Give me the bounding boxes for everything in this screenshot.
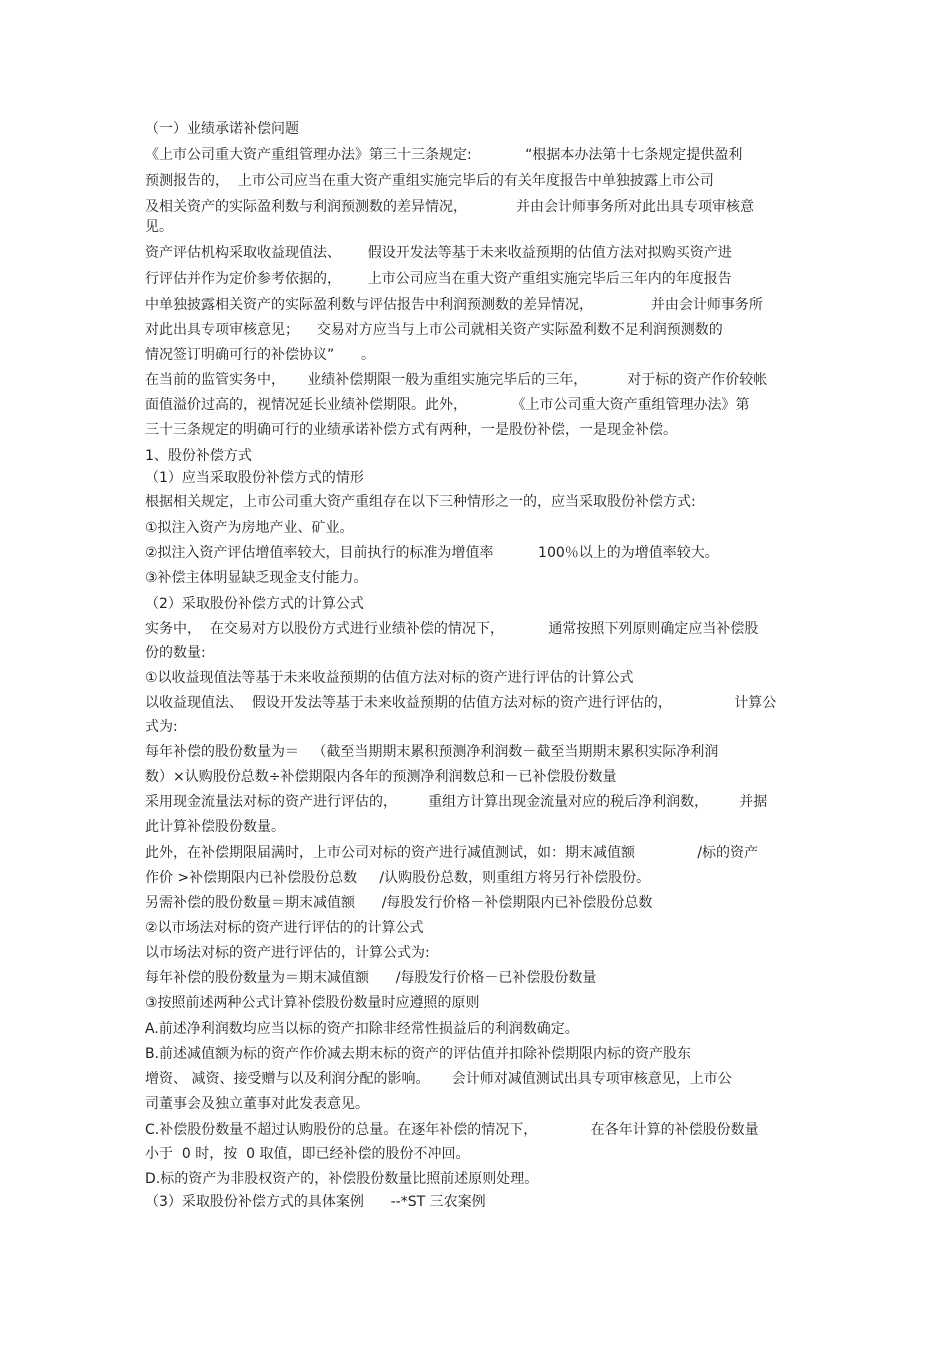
paragraph-line: 见。 — [145, 219, 173, 235]
formula-line: 每年补偿的股份数量为＝ （截至当期期末累积预测净利润数－截至当期期末累积实际净利润 — [145, 744, 719, 760]
paragraph-line: 行评估并作为定价参考依据的， 上市公司应当在重大资产重组实施完毕后三年内的年度报告 — [145, 271, 732, 287]
paragraph-line: 实务中， 在交易对方以股份方式进行业绩补偿的情况下， 通常按照下列原则确定应当补偿股 — [145, 621, 759, 637]
list-item: ②以市场法对标的资产进行评估的的计算公式 — [145, 920, 424, 936]
section-heading: （一）业绩承诺补偿问题 — [145, 121, 299, 137]
list-item: D.标的资产为非股权资产的，补偿股份数量比照前述原则处理。 — [145, 1171, 539, 1187]
paragraph-line: 采用现金流量法对标的资产进行评估的， 重组方计算出现金流量对应的税后净利润数， 并据 — [145, 794, 768, 810]
paragraph-line: 作价 >补偿期限内已补偿股份总数 /认购股份总数，则重组方将另行补偿股份。 — [145, 870, 651, 886]
paragraph-line: 增资、 减资、接受赠与以及利润分配的影响。 会计师对减值测试出具专项审核意见，上市公 — [145, 1071, 732, 1087]
list-item: C.补偿股份数量不超过认购股份的总量。在逐年补偿的情况下， 在各年计算的补偿股份数量 — [145, 1122, 759, 1138]
subsection-heading: （3）采取股份补偿方式的具体案例 --*ST 三农案例 — [145, 1194, 486, 1210]
list-item: ③按照前述两种公式计算补偿股份数量时应遵照的原则 — [145, 995, 480, 1011]
paragraph-line: 情况签订明确可行的补偿协议” 。 — [145, 347, 375, 363]
paragraph-line: 此外，在补偿期限届满时，上市公司对标的资产进行减值测试，如：期末减值额 /标的资产 — [145, 845, 759, 861]
paragraph-line: 小于 0 时，按 0 取值，即已经补偿的股份不冲回。 — [145, 1146, 470, 1162]
paragraph-line: 及相关资产的实际盈利数与利润预测数的差异情况， 并由会计师事务所对此出具专项审核意 — [145, 199, 754, 215]
paragraph-line: 资产评估机构采取收益现值法、 假设开发法等基于未来收益预期的估值方法对拟购买资产进 — [145, 245, 732, 261]
list-item: A.前述净利润数均应当以标的资产扣除非经常性损益后的利润数确定。 — [145, 1021, 579, 1037]
subsection-heading: 1、股份补偿方式 — [145, 448, 252, 464]
paragraph-line: 《上市公司重大资产重组管理办法》第三十三条规定: “根据本办法第十七条规定提供盈利 — [145, 147, 743, 163]
paragraph-line: 对此出具专项审核意见； 交易对方应当与上市公司就相关资产实际盈利数不足利润预测数的 — [145, 322, 723, 338]
paragraph-line: 预测报告的， 上市公司应当在重大资产重组实施完毕后的有关年度报告中单独披露上市公司 — [145, 173, 714, 189]
paragraph-line: 司董事会及独立董事对此发表意见。 — [145, 1096, 369, 1112]
list-item: ③补偿主体明显缺乏现金支付能力。 — [145, 570, 368, 586]
paragraph-line: 根据相关规定，上市公司重大资产重组存在以下三种情形之一的，应当采取股份补偿方式: — [145, 494, 696, 510]
paragraph-line: 份的数量: — [145, 645, 206, 661]
paragraph-line: 在当前的监管实务中， 业绩补偿期限一般为重组实施完毕后的三年， 对于标的资产作价较帐 — [145, 372, 768, 388]
paragraph-line: 三十三条规定的明确可行的业绩承诺补偿方式有两种，一是股份补偿，一是现金补偿。 — [145, 422, 677, 438]
paragraph-line: 以市场法对标的资产进行评估的，计算公式为: — [145, 945, 430, 961]
paragraph-line: 以收益现值法、 假设开发法等基于未来收益预期的估值方法对标的资产进行评估的， 计算公 — [145, 695, 777, 711]
paragraph-line: 中单独披露相关资产的实际盈利数与评估报告中利润预测数的差异情况， 并由会计师事务所 — [145, 297, 763, 313]
paragraph-line: 此计算补偿股份数量。 — [145, 819, 285, 835]
list-item: ①拟注入资产为房地产业、矿业。 — [145, 520, 354, 536]
list-item: B.前述减值额为标的资产作价减去期末标的资产的评估值并扣除补偿期限内标的资产股东 — [145, 1046, 692, 1062]
subsection-heading: （1）应当采取股份补偿方式的情形 — [145, 470, 364, 486]
paragraph-line: 面值溢价过高的，视情况延长业绩补偿期限。此外， 《上市公司重大资产重组管理办法》第 — [145, 397, 750, 413]
paragraph-line: 式为: — [145, 719, 178, 735]
list-item: ①以收益现值法等基于未来收益预期的估值方法对标的资产进行评估的计算公式 — [145, 670, 634, 686]
formula-line: 另需补偿的股份数量＝期末减值额 /每股发行价格－补偿期限内已补偿股份总数 — [145, 895, 653, 911]
formula-line: 数）×认购股份总数÷补偿期限内各年的预测净利润数总和－已补偿股份数量 — [145, 769, 617, 785]
subsection-heading: （2）采取股份补偿方式的计算公式 — [145, 596, 364, 612]
list-item: ②拟注入资产评估增值率较大，目前执行的标准为增值率 100％以上的为增值率较大。 — [145, 545, 719, 561]
formula-line: 每年补偿的股份数量为＝期末减值额 /每股发行价格－已补偿股份数量 — [145, 970, 597, 986]
